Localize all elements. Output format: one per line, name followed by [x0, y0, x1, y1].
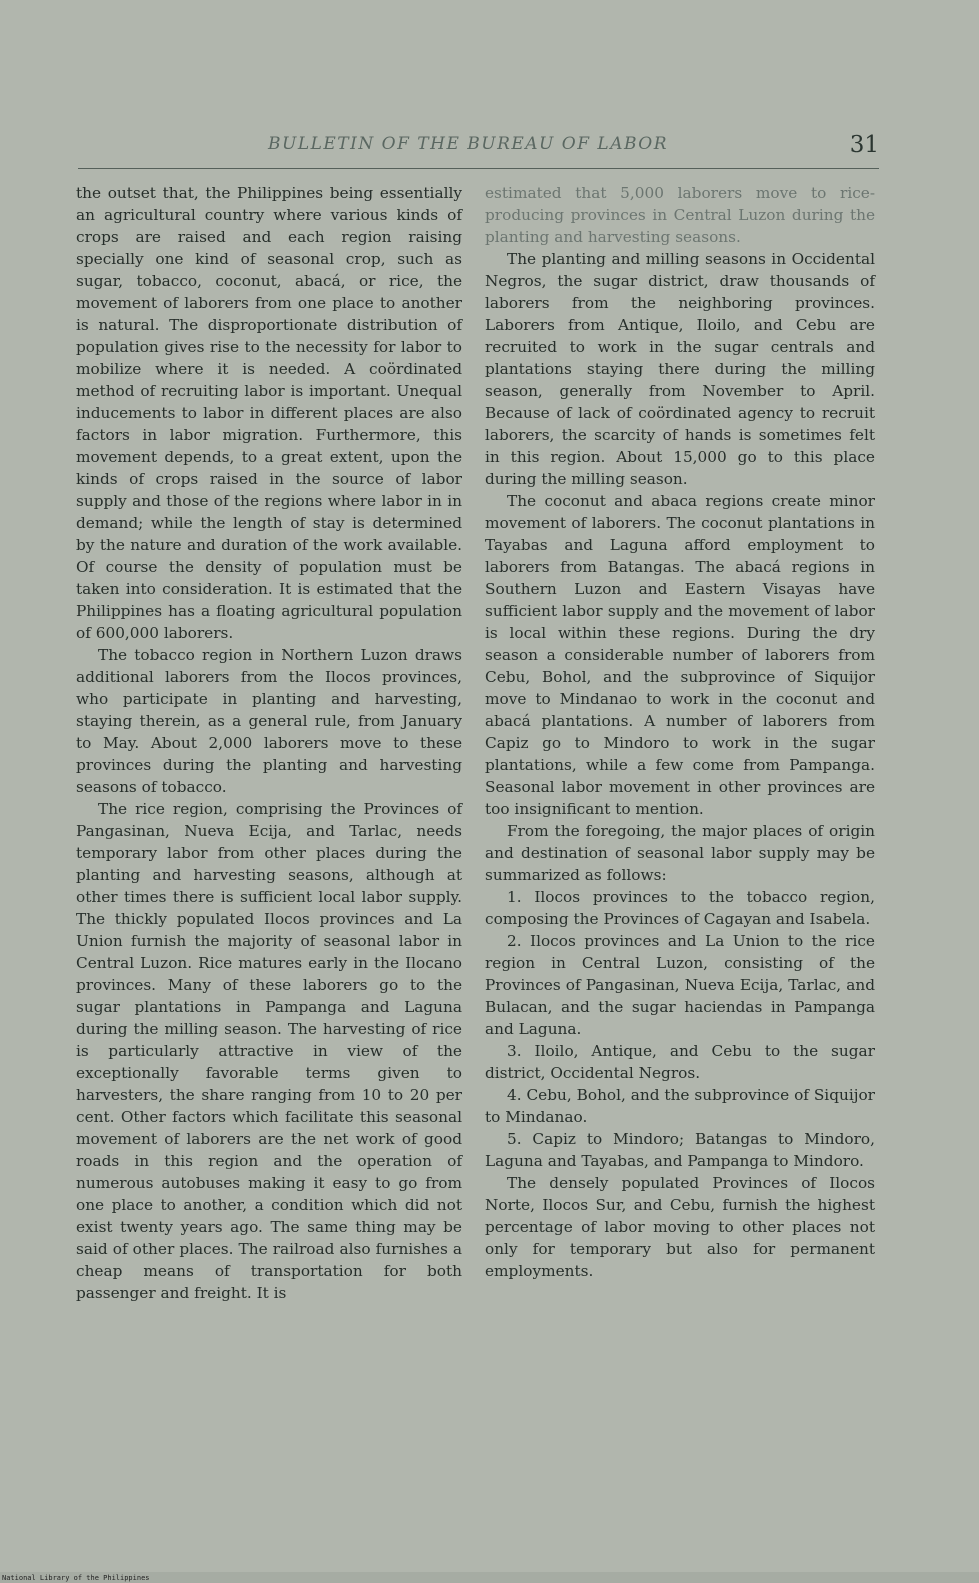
paragraph: The tobacco region in Northern Luzon draws additional laborers from the Ilocos provinces, who participate in planting and harvesting, staying therein, as a general rule, from January to May. About 2,000 laborers move to these provinces during the planting and harvesting seasons of tobacco. — [76, 646, 462, 796]
paragraph: The densely populated Provinces of Ilocos Norte, Ilocos Sur, and Cebu, furnish the highest percentage of labor moving to other places not only for temporary but also for permanent employments. — [485, 1174, 875, 1280]
paragraph: From the foregoing, the major places of origin and destination of seasonal labor supply may be summarized as follows: — [485, 822, 875, 884]
paragraph: The planting and milling seasons in Occidental Negros, the sugar district, draw thousands of laborers from the neighboring provinces. Laborers from Antique, Iloilo, and Cebu are recruited to work in the sugar centrals and plantations staying there during the milling season, generally from November to April. Because of lack of coördinated agency to recruit laborers, the scarcity of hands is sometimes felt in this region. About 15,000 go to this place during the milling season. — [485, 250, 875, 488]
paragraph: The coconut and abaca regions create minor movement of laborers. The coconut plantations in Tayabas and Laguna afford employment to laborers from Batangas. The abacá regions in Southern Luzon and Eastern Visayas have sufficient labor supply and the movement of labor is local within these regions. During the dry season a considerable number of laborers from Cebu, Bohol, and the subprovince of Siquijor move to Mindanao to work in the coconut and abacá plantations. A number of laborers from Capiz go to Mindoro to work in the sugar plantations, while a few come from Pampanga. Seasonal labor movement in other provinces are too insignificant to mention. — [485, 492, 875, 818]
paragraph: The rice region, comprising the Provinces of Pangasinan, Nueva Ecija, and Tarlac, needs temporary labor from other places during the planting and harvesting seasons, although at other times there is sufficient local labor supply. The thickly populated Ilocos provinces and La Union furnish the majority of seasonal labor in Central Luzon. Rice matures early in the Ilocano provinces. Many of these laborers go to the sugar plantations in Pampanga and Laguna during the milling season. The harvesting of rice is particularly attractive in view of the exceptionally favorable terms given to harvesters, the share ranging from 10 to 20 per cent. Other factors which facilitate this seasonal movement of laborers are the net work of good roads in this region and the operation of numerous autobuses making it easy to go from one place to another, a condition which did not exist twenty years ago. The same thing may be said of other places. The railroad also furnishes a cheap means of transportation for both passenger and freight. It is — [76, 800, 462, 1302]
list-item: 1. Ilocos provinces to the tobacco region, composing the Provinces of Cagayan and Isabela. — [485, 888, 875, 928]
library-credit: National Library of the Philippines — [2, 1574, 150, 1582]
bulletin-title: BULLETIN OF THE BUREAU OF LABOR — [268, 134, 669, 154]
right-column — [485, 182, 875, 1282]
left-column — [76, 182, 462, 1304]
list-item: 2. Ilocos provinces and La Union to the rice region in Central Luzon, consisting of the Provinces of Pangasinan, Nueva Ecija, Tarlac, and Bulacan, and the sugar haciendas in Pampanga and Laguna. — [485, 932, 875, 1038]
running-header — [78, 128, 879, 169]
list-item: 5. Capiz to Mindoro; Batangas to Mindoro, Laguna and Tayabas, and Pampanga to Mindoro. — [485, 1130, 875, 1170]
paragraph: the outset that, the Philippines being essentially an agricultural country where various kinds of crops are raised and each region raising specially one kind of seasonal crop, such as sugar, tobacco, coconut, abacá, or rice, the movement of laborers from one place to another is natural. The disproportionate distribution of population gives rise to the necessity for labor to mobilize where it is needed. A coördinated method of recruiting labor is important. Unequal inducements to labor in different places are also factors in labor migration. Furthermore, this movement depends, to a great extent, upon the kinds of crops raised in the source of labor supply and those of the regions where labor in in demand; while the length of stay is determined by the nature and duration of the work available. Of course the density of population must be taken into consideration. It is estimated that the Philippines has a floating agricultural population of 600,000 laborers. — [76, 184, 462, 642]
page-number: 31 — [849, 132, 879, 158]
paragraph: estimated that 5,000 laborers move to rice-producing provinces in Central Luzon during the planting and harvesting seasons. — [485, 184, 875, 246]
list-item: 4. Cebu, Bohol, and the subprovince of Siquijor to Mindanao. — [485, 1086, 875, 1126]
list-item: 3. Iloilo, Antique, and Cebu to the sugar district, Occidental Negros. — [485, 1042, 875, 1082]
